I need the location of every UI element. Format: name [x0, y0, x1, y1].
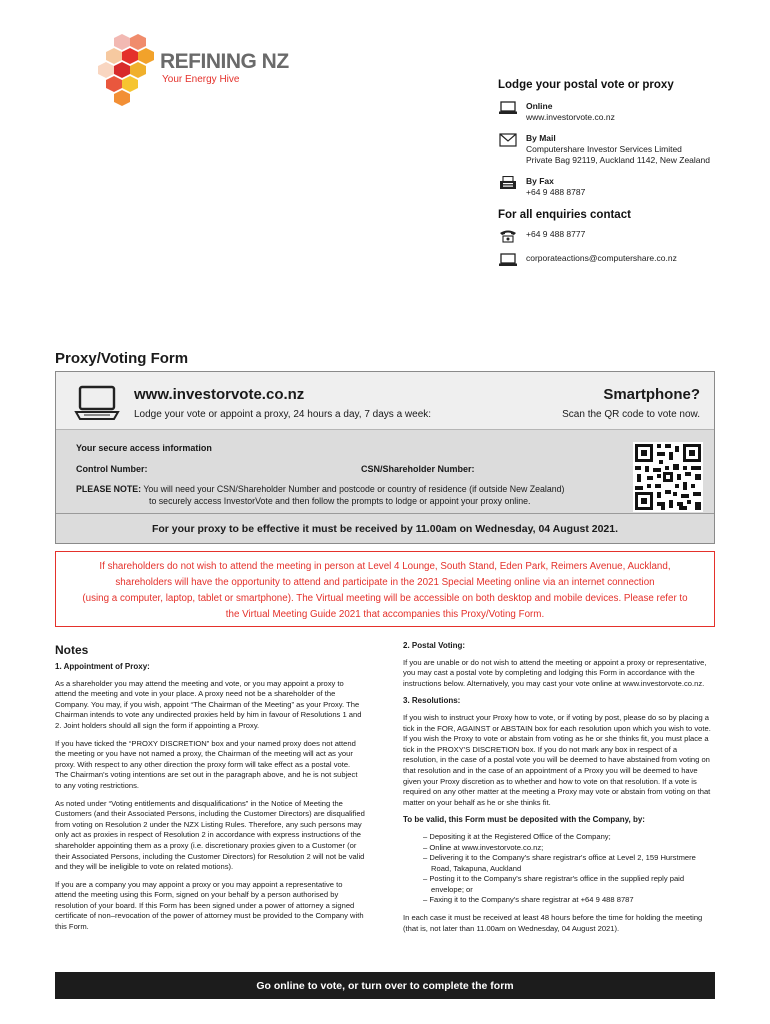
refining-nz-logo-mark	[92, 32, 158, 108]
postal-heading: Lodge your postal vote or proxy	[498, 79, 674, 91]
secure-access-heading: Your secure access information	[76, 443, 212, 453]
list-item: – Delivering it to the Company's share registrar's office at Level 2, 159 Hurstmere Road, Takapuna, Auckland	[423, 853, 696, 873]
online-url[interactable]: www.investorvote.co.nz	[526, 112, 615, 122]
please-note-line1: You will need your CSN/Shareholder Number and postcode or country of residence (if outside New Zealand)	[143, 484, 565, 494]
enquiries-phone-number: +64 9 488 8777	[526, 229, 586, 239]
validity-heading: To be valid, this Form must be deposited with the Company, by:	[403, 815, 645, 825]
appointment-paragraph-1: As a shareholder you may attend the meeting and vote, or you may appoint a proxy to attend the meeting and vote in your place. A proxy need not be a shareholder of the Company. You may, if you wish, appoint “The Chairman of the Meeting” as your Proxy. The Chairman intends to vote any undirected proxies held by him in favour of Resolutions 1 and 2. Joint holders should all sign the form if appointing a Proxy.	[55, 678, 362, 730]
envelope-icon	[498, 133, 518, 147]
notice-line2: shareholders will have the opportunity to attend and participate in the 2021 Special Meeting online via an internet connection	[115, 577, 655, 588]
notice-line4: the Virtual Meeting Guide 2021 that accompanies this Proxy/Voting Form.	[225, 609, 545, 620]
appointment-paragraph-3: As noted under “Voting entitlements and disqualifications” in the Notice of Meeting the Customers (and their Associated Persons, including the Customer Directors) are disqualified from voting on Resolution 2 under the NZX Listing Rules. Therefore, any such persons may only act as proxies in respect of Resolution 2 in accordance with express instructions of the shareholder appointing them as a proxy (i.e. discretionary proxies given to a Customer (or their Associated Persons, including the Customer Directors) for Resolution 2 will not be valid and they will be ineligible to vote on related motions).	[55, 798, 365, 872]
computer-icon	[498, 253, 518, 267]
form-title: Proxy/Voting Form	[55, 350, 189, 367]
appointment-heading: 1. Appointment of Proxy:	[55, 662, 150, 671]
notes-title: Notes	[55, 643, 89, 657]
access-panel	[55, 371, 715, 544]
enquiries-heading: For all enquiries contact	[498, 209, 631, 221]
mail-line1: Computershare Investor Services Limited	[526, 144, 682, 154]
notes-right-column	[403, 641, 713, 941]
please-note-label: PLEASE NOTE:	[76, 484, 142, 494]
contact-block	[498, 80, 738, 277]
list-item: – Faxing it to the Company's share registrar at +64 9 488 8787	[423, 895, 634, 905]
enquiries-phone	[498, 229, 738, 243]
computer-icon	[498, 101, 518, 115]
enquiries-email	[498, 253, 738, 267]
virtual-meeting-notice	[55, 551, 715, 627]
csn-label: CSN/Shareholder Number:	[361, 464, 475, 474]
appointment-paragraph-2: If you have ticked the “PROXY DISCRETION” box and your named proxy does not attend the meeting or you have not named a proxy, the Chairman of the meeting will act as your proxy. With respect to any other direction the proxy form will take effect as a postal vote. The Chairman's voting intentions are set out in the paragraph above, and he is not subject to any voting restrictions.	[55, 738, 358, 790]
investorvote-subtitle: Lodge your vote or appoint a proxy, 24 hours a day, 7 days a week:	[134, 409, 432, 420]
list-item: – Posting it to the Company's share registrar's office in the supplied reply paid envelope; or	[423, 874, 685, 894]
logo-wordmark: REFINING NZ	[160, 50, 289, 73]
please-note	[76, 483, 616, 507]
investorvote-url[interactable]: www.investorvote.co.nz	[134, 386, 305, 403]
contact-fax	[498, 176, 738, 198]
fax-label: By Fax	[526, 176, 554, 186]
notes-left-column	[55, 662, 365, 940]
fax-number: +64 9 488 8787	[526, 187, 586, 197]
smartphone-title: Smartphone?	[603, 386, 700, 403]
laptop-icon	[74, 385, 120, 421]
control-number-label: Control Number:	[76, 464, 148, 474]
resolutions-paragraph: If you wish to instruct your Proxy how to vote, or if voting by post, please do so by placing a tick in the FOR, AGAINST or ABSTAIN box for each resolution upon which you wish to vote. If you wish the Proxy to vote or abstain from voting as he or she thinks fit, you must place a tick in the PROXY'S DISCRETION box. If you do not mark any box in respect of a resolution, in the case of a postal vote you will be deemed to have abstained from voting on that resolution and in the case of an appointment of a Proxy you will be deemed to have given your Proxy discretion as to whether and how to vote on that resolution. If a vote is required on any other matter at the meeting a Proxy may vote or abstain from voting on that matter on your behalf as he or she thinks fit.	[403, 712, 711, 807]
list-item: – Depositing it at the Registered Office of the Company;	[423, 831, 611, 841]
fax-icon	[498, 176, 518, 190]
footer-instruction-bar: Go online to vote, or turn over to complete the form	[55, 972, 715, 999]
please-note-line2: to securely access InvestorVote and then follow the prompts to lodge or appoint your proxy online.	[149, 496, 531, 506]
postal-voting-paragraph: If you are unable or do not wish to attend the meeting or appoint a proxy or representative, you may cast a postal vote by completing and lodging this Form in accordance with the instructions below. Alternatively, you may cast your vote online at www.investorvote.co.nz.	[403, 657, 707, 688]
resolutions-heading: 3. Resolutions:	[403, 696, 461, 706]
access-panel-header	[56, 372, 714, 430]
phone-icon	[498, 229, 518, 243]
list-item: – Online at www.investorvote.co.nz;	[423, 842, 544, 852]
deadline-banner: For your proxy to be effective it must be received by 11.00am on Wednesday, 04 August 2021.	[56, 513, 714, 543]
mail-line2: Private Bag 92119, Auckland 1142, New Zealand	[526, 155, 710, 165]
notice-line3: (using a computer, laptop, tablet or smartphone). The Virtual meeting will be accessible on both desktop and mobile devices. Please refer to	[82, 593, 688, 604]
receipt-deadline-paragraph: In each case it must be received at least 48 hours before the time for holding the meeting (that is, not later than 11.00am on Wednesday, 04 August 2021).	[403, 913, 703, 933]
contact-online	[498, 101, 738, 123]
notice-line1: If shareholders do not wish to attend the meeting in person at Level 4 Lounge, South Stand, Eden Park, Reimers Avenue, Auckland,	[99, 561, 671, 572]
enquiries-email-address[interactable]: corporateactions@computershare.co.nz	[526, 253, 677, 263]
postal-voting-heading: 2. Postal Voting:	[403, 641, 466, 650]
online-label: Online	[526, 101, 553, 111]
deposit-methods-list	[403, 832, 713, 906]
smartphone-subtitle: Scan the QR code to vote now.	[562, 409, 700, 420]
contact-mail	[498, 133, 738, 166]
logo-tagline: Your Energy Hive	[162, 74, 240, 85]
mail-label: By Mail	[526, 133, 556, 143]
appointment-paragraph-4: If you are a company you may appoint a proxy or you may appoint a representative to attend the meeting using this Form, signed on your behalf by a person authorised by resolution of your board. If this Form has been signed under a power of attorney a signed certificate of non–revocation of the power of attorney must be provided to the Company with this Form.	[55, 879, 364, 932]
qr-code[interactable]	[633, 442, 703, 512]
